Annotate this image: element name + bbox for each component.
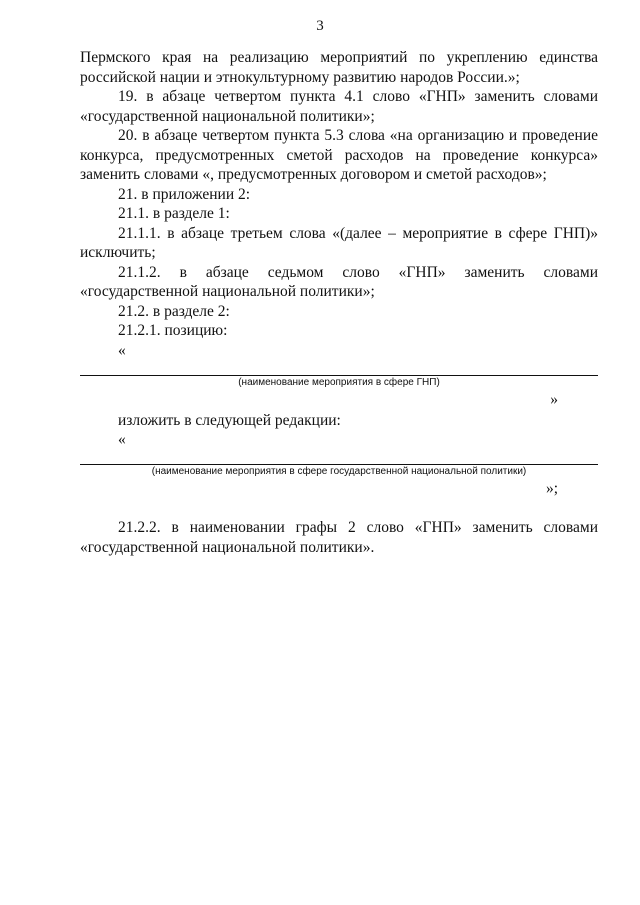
open-quote: « — [118, 431, 126, 448]
paragraph-item-21-2-2: 21.2.2. в наименовании графы 2 слово «ГНП» заменить словами «государственной национальной политики». — [80, 519, 598, 556]
paragraph-item-20: 20. в абзаце четвертом пункта 5.3 слова «на организацию и проведение конкурса, предусмотренных сметой расходов на проведение конкурса» заменить словами «, предусмотренных договором и сметой расходов»; — [80, 127, 598, 183]
close-quote: »; — [545, 480, 558, 497]
fill-in-line — [80, 375, 598, 376]
paragraph-new-wording: изложить в следующей редакции: — [118, 411, 341, 429]
new-position-form — [80, 430, 598, 500]
open-quote: « — [118, 341, 126, 359]
spacer — [80, 500, 598, 518]
field-caption: (наименование мероприятия в сфере ГНП) — [238, 376, 440, 388]
paragraph-item-21-1: 21.1. в разделе 1: — [118, 205, 230, 222]
fill-in-line — [80, 464, 598, 465]
page-number: 3 — [316, 18, 324, 34]
paragraph-item-21-1-2: 21.1.2. в абзаце седьмом слово «ГНП» заменить словами «государственной национальной политики»; — [80, 263, 598, 300]
paragraph-item-19: 19. в абзаце четвертом пункта 4.1 слово «ГНП» заменить словами «государственной национальной политики»; — [80, 88, 598, 125]
old-position-form — [80, 341, 598, 411]
paragraph-item-21-2: 21.2. в разделе 2: — [118, 302, 230, 320]
close-quote: » — [550, 390, 558, 408]
paragraph-continuation: Пермского края на реализацию мероприятий по укреплению единства российской нации и этнокультурному развитию народов России.»; — [80, 49, 598, 86]
paragraph-item-21-1-1: 21.1.1. в абзаце третьем слова «(далее – мероприятие в сфере ГНП)» исключить; — [80, 224, 598, 261]
document-body — [80, 48, 598, 557]
paragraph-item-21: 21. в приложении 2: — [118, 185, 251, 203]
paragraph-item-21-2-1: 21.2.1. позицию: — [118, 322, 228, 339]
field-caption: (наименование мероприятия в сфере государственной национальной политики) — [151, 466, 527, 477]
